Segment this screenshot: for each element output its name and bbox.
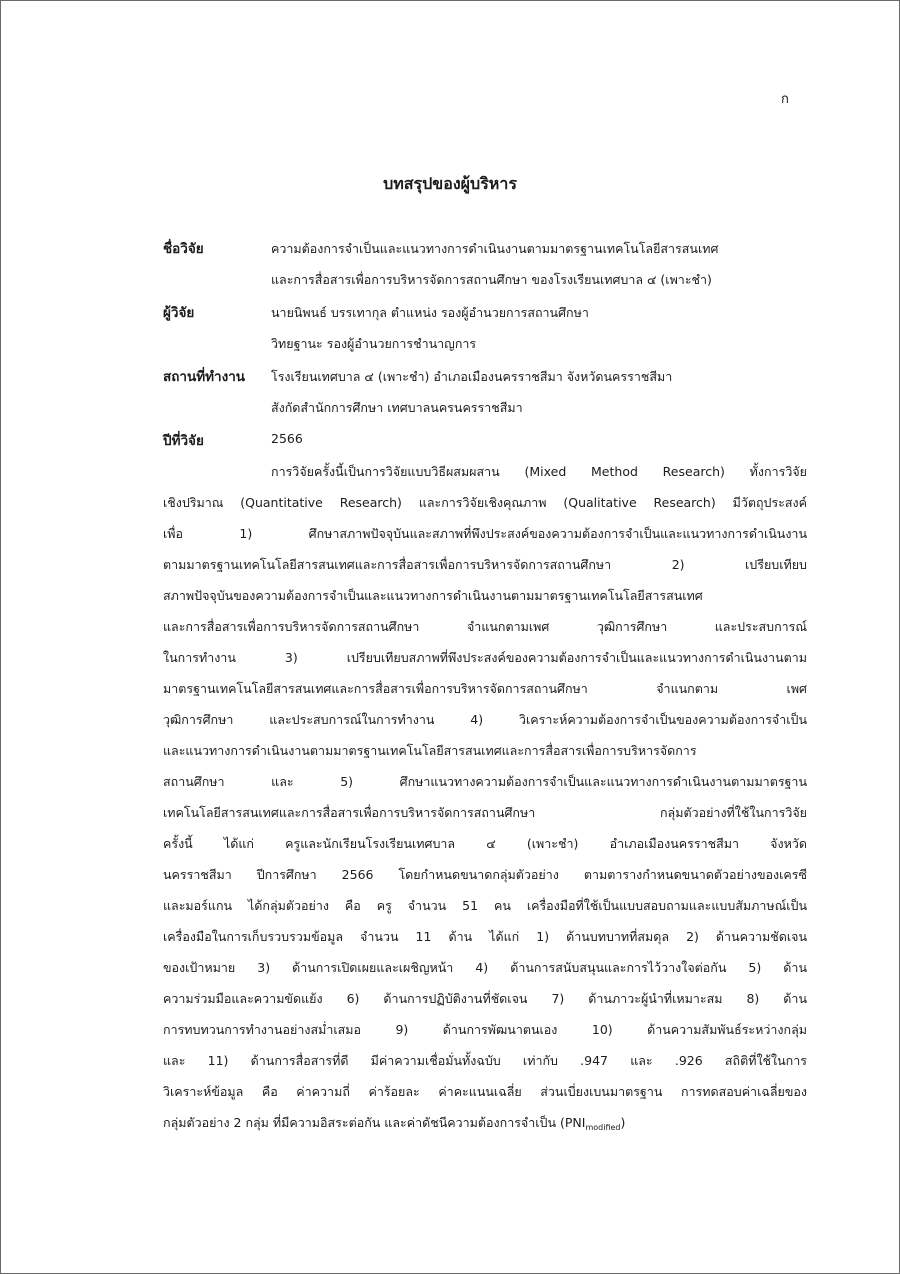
abstract-line: เครื่องมือในการเก็บรวบรวมข้อมูล จำนวน 11 ด้าน ได้แก่ 1) ด้านบทบาทที่สมดุล 2) ด้านความชัดเจน [163, 929, 807, 944]
abstract-line: สถานศึกษา และ 5) ศึกษาแนวทางความต้องการจำเป็นและแนวทางการดำเนินงานตามมาตรฐาน [163, 774, 807, 789]
abstract-line: การวิจัยครั้งนี้เป็นการวิจัยแบบวิธีผสมผสาน (Mixed Method Research) ทั้งการวิจัย [271, 464, 807, 479]
researcher-line-2: วิทยฐานะ รองผู้อำนวยการชำนาญการ [271, 336, 477, 351]
research-year-label: ปีที่วิจัย [163, 433, 204, 449]
page-number: ก [781, 92, 789, 107]
abstract-line: ในการทำงาน 3) เปรียบเทียบสภาพที่พึงประสงค์ของความต้องการจำเป็นและแนวทางการดำเนินงานตาม [163, 650, 807, 665]
abstract-line: และการสื่อสารเพื่อการบริหารจัดการสถานศึกษา จำแนกตามเพศ วุฒิการศึกษา และประสบการณ์ [163, 619, 807, 634]
abstract-line: เทคโนโลยีสารสนเทศและการสื่อสารเพื่อการบริหารจัดการสถานศึกษา กลุ่มตัวอย่างที่ใช้ในการวิจัย [163, 805, 807, 820]
abstract-line: ของเป้าหมาย 3) ด้านการเปิดเผยและเผชิญหน้า 4) ด้านการสนับสนุนและการไว้วางใจต่อกัน 5) ด้าน [163, 960, 807, 975]
research-title-line-1: ความต้องการจำเป็นและแนวทางการดำเนินงานตามมาตรฐานเทคโนโลยีสารสนเทศ [271, 241, 719, 256]
abstract-line: และแนวทางการดำเนินงานตามมาตรฐานเทคโนโลยีสารสนเทศและการสื่อสารเพื่อการบริหารจัดการ [163, 743, 697, 758]
abstract-line: เพื่อ 1) ศึกษาสภาพปัจจุบันและสภาพที่พึงประสงค์ของความต้องการจำเป็นและแนวทางการดำเนินงาน [163, 526, 807, 541]
abstract-line: นครราชสีมา ปีการศึกษา 2566 โดยกำหนดขนาดกลุ่มตัวอย่าง ตามตารางกำหนดขนาดตัวอย่างของเครซี [163, 867, 807, 882]
abstract-line: สภาพปัจจุบันของความต้องการจำเป็นและแนวทางการดำเนินงานตามมาตรฐานเทคโนโลยีสารสนเทศ [163, 588, 703, 603]
workplace-label: สถานที่ทำงาน [163, 369, 246, 385]
abstract-line: วุฒิการศึกษา และประสบการณ์ในการทำงาน 4) วิเคราะห์ความต้องการจำเป็นของความต้องการจำเป็น [163, 712, 807, 727]
abstract-line: มาตรฐานเทคโนโลยีสารสนเทศและการสื่อสารเพื่อการบริหารจัดการสถานศึกษา จำแนกตาม เพศ [163, 681, 807, 696]
pni-subscript: modified [585, 1123, 621, 1132]
pni-close-paren: ) [620, 1115, 626, 1130]
abstract-line: ความร่วมมือและความขัดแย้ง 6) ด้านการปฏิบัติงานที่ชัดเจน 7) ด้านภาวะผู้นำที่เหมาะสม 8) ด้าน [163, 991, 807, 1006]
abstract-line: ตามมาตรฐานเทคโนโลยีสารสนเทศและการสื่อสารเพื่อการบริหารจัดการสถานศึกษา 2) เปรียบเทียบ [163, 557, 807, 572]
abstract-line: และมอร์แกน ได้กลุ่มตัวอย่าง คือ ครู จำนวน 51 คน เครื่องมือที่ใช้เป็นแบบสอบถามและแบบสัมภาษณ์เป็น [163, 898, 807, 913]
researcher-line-1: นายนิพนธ์ บรรเทากุล ตำแหน่ง รองผู้อำนวยการสถานศึกษา [271, 305, 589, 320]
research-title-label: ชื่อวิจัย [163, 241, 204, 257]
abstract-line: วิเคราะห์ข้อมูล คือ ค่าความถี่ ค่าร้อยละ ค่าคะแนนเฉลี่ย ส่วนเบี่ยงเบนมาตรฐาน การทดสอบค่าเฉลี่ยของ [163, 1084, 807, 1099]
research-year-value: 2566 [271, 431, 303, 446]
abstract-line-text: กลุ่มตัวอย่าง 2 กลุ่ม ที่มีความอิสระต่อกัน และค่าดัชนีความต้องการจำเป็น (PNI [163, 1115, 586, 1130]
page-title: บทสรุปของผู้บริหาร [383, 174, 517, 193]
abstract-line: และ 11) ด้านการสื่อสารที่ดี มีค่าความเชื่อมั่นทั้งฉบับ เท่ากับ .947 และ .926 สถิติที่ใช้ในการ [163, 1053, 807, 1068]
abstract-line: เชิงปริมาณ (Quantitative Research) และการวิจัยเชิงคุณภาพ (Qualitative Research) มีวัตถุประสงค์ [163, 495, 807, 510]
abstract-line-last [163, 1113, 807, 1133]
workplace-line-1: โรงเรียนเทศบาล ๔ (เพาะชำ) อำเภอเมืองนครราชสีมา จังหวัดนครราชสีมา [271, 369, 673, 384]
workplace-line-2: สังกัดสำนักการศึกษา เทศบาลนครนครราชสีมา [271, 400, 523, 415]
researcher-label: ผู้วิจัย [163, 305, 195, 321]
abstract-line: ครั้งนี้ ได้แก่ ครูและนักเรียนโรงเรียนเทศบาล ๔ (เพาะชำ) อำเภอเมืองนครราชสีมา จังหวัด [163, 836, 807, 851]
abstract-line: การทบทวนการทำงานอย่างสม่ำเสมอ 9) ด้านการพัฒนาตนเอง 10) ด้านความสัมพันธ์ระหว่างกลุ่ม [163, 1022, 807, 1037]
research-title-line-2: และการสื่อสารเพื่อการบริหารจัดการสถานศึกษา ของโรงเรียนเทศบาล ๔ (เพาะชำ) [271, 272, 712, 287]
